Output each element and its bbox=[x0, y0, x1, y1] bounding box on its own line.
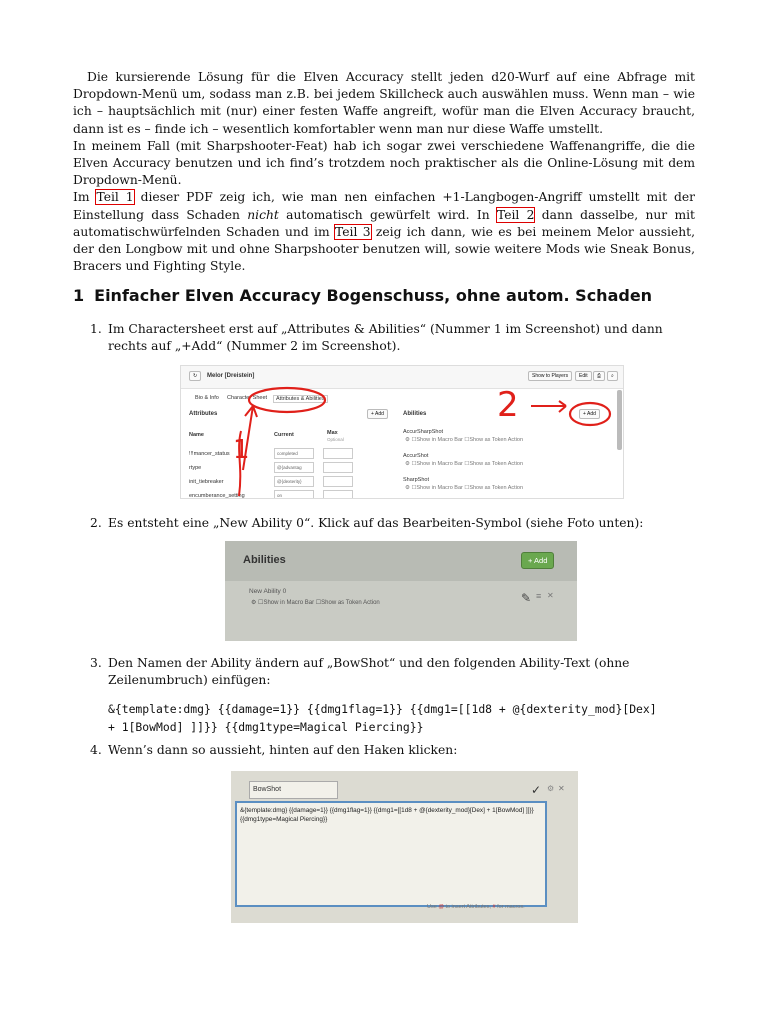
link-teil-3[interactable]: Teil 3 bbox=[334, 224, 371, 239]
column-name: Name bbox=[189, 432, 204, 438]
window-title: Melor [Dreistein] bbox=[207, 373, 255, 379]
tab-attributes-abilities[interactable]: Attributes & Abilities bbox=[273, 395, 328, 403]
step-2-text: Es entsteht eine „New Ability 0“. Klick auf das Bearbeiten-Symbol (siehe Foto unten): bbox=[108, 516, 644, 530]
drag-handle-icon[interactable]: ≡ bbox=[536, 591, 542, 601]
ability-text-area[interactable]: &{template:dmg} {{damage=1}} {{dmg1flag=1}} {{dmg1=[[1d8 + @{dexterity_mod}[Dex] + 1[BowMod] ]]}} {{dmg1type=Magical Piercing}} bbox=[235, 801, 547, 907]
abilities-heading: Abilities bbox=[403, 411, 427, 417]
attr-row-current[interactable]: @{dexterity} bbox=[274, 476, 314, 487]
tab-character-sheet[interactable]: Character Sheet bbox=[227, 395, 268, 401]
section-heading bbox=[73, 286, 652, 305]
screenshot-new-ability bbox=[225, 541, 577, 641]
annotation-number-1: 1 bbox=[233, 435, 250, 465]
ability-name: SharpShot bbox=[403, 477, 429, 483]
hash-icon: # bbox=[492, 904, 496, 910]
attr-row-name: rtype bbox=[189, 465, 202, 471]
attr-row-current[interactable]: completed bbox=[274, 448, 314, 459]
link-teil-1[interactable]: Teil 1 bbox=[96, 190, 134, 205]
annotation-circle-1 bbox=[249, 388, 325, 412]
search-icon[interactable]: ⌕ bbox=[607, 371, 618, 381]
refresh-icon[interactable]: ↻ bbox=[189, 371, 201, 381]
ability-options: ⚙ ☐Show in Macro Bar ☐Show as Token Action bbox=[251, 600, 380, 606]
column-optional: Optional bbox=[327, 437, 344, 442]
intro-paragraph-1: Die kursierende Lösung für die Elven Accuracy stellt jeden d20-Wurf auf eine Abfrage mit Dropdown-Menü um, sodass man z.B. bei jedem Skillcheck auch auswählen muss. Wenn man – wie ich – hauptsächlich mit (nur) einer festen Waffe angreift, wofür man die Elven Accuracy braucht, dann ist es – finde ich – wesentlich komfortabler wenn man nur diese Waffe umstellt. bbox=[73, 70, 695, 136]
ability-name-input[interactable]: BowShot bbox=[249, 781, 338, 799]
add-button[interactable]: + Add bbox=[521, 552, 554, 569]
section-title: Einfacher Elven Accuracy Bogenschuss, ohne autom. Schaden bbox=[94, 286, 653, 305]
annotation-circle-2 bbox=[570, 403, 610, 425]
ability-name: AccurShot bbox=[403, 453, 429, 459]
gear-icon[interactable]: ⚙ bbox=[251, 600, 257, 606]
print-icon[interactable]: ⎙ bbox=[593, 371, 605, 381]
code-line-2: + 1[BowMod] ]]}} {{dmg1type=Magical Piercing}} bbox=[108, 720, 424, 734]
delete-icon[interactable]: ✕ bbox=[558, 784, 565, 793]
attributes-add-button[interactable]: + Add bbox=[367, 409, 388, 419]
edit-icon[interactable]: ✎ bbox=[521, 591, 532, 605]
attr-row-name: init_tiebreaker bbox=[189, 479, 224, 485]
attr-row-name: encumberance_setting bbox=[189, 493, 245, 499]
attr-row-name: !!!mancer_status bbox=[189, 451, 230, 457]
ability-options: ⚙ ☐Show in Macro Bar ☐Show as Token Action bbox=[405, 437, 524, 443]
step-3-text: Den Namen der Ability ändern auf „BowShot“ und den folgenden Ability-Text (ohne Zeilenumbruch) einfügen: bbox=[108, 656, 630, 688]
intro-text bbox=[73, 69, 695, 275]
ability-name: New Ability 0 bbox=[249, 588, 287, 595]
attr-row-current[interactable]: on bbox=[274, 490, 314, 499]
screenshot-bowshot-editor bbox=[231, 771, 578, 923]
ability-options: ⚙ ☐Show in Macro Bar ☐Show as Token Action bbox=[405, 461, 524, 467]
intro-paragraph-2: In meinem Fall (mit Sharpshooter-Feat) hab ich sogar zwei verschiedene Waffenangriffe, die die Elven Accuracy benutzen und ich find’s trotzdem noch praktischer als die Online-Lösung mit dem Dropdown-Menü. bbox=[73, 138, 695, 188]
ability-name: AccurSharpShot bbox=[403, 429, 444, 435]
annotation-number-2: 2 bbox=[497, 385, 519, 425]
red-annotations bbox=[181, 366, 623, 498]
column-current: Current bbox=[274, 432, 294, 438]
edit-button[interactable]: Edit bbox=[575, 371, 592, 381]
step-4-text: Wenn’s dann so aussieht, hinten auf den Haken klicken: bbox=[108, 743, 458, 757]
section-number: 1 bbox=[73, 286, 85, 305]
abilities-add-button[interactable]: + Add bbox=[579, 409, 600, 419]
delete-icon[interactable]: ✕ bbox=[547, 591, 554, 600]
at-icon: @ bbox=[438, 904, 444, 910]
annotation-arrow-2 bbox=[531, 401, 566, 412]
column-max: Max bbox=[327, 430, 338, 436]
checkmark-icon[interactable]: ✓ bbox=[531, 783, 542, 797]
tab-bio-info[interactable]: Bio & Info bbox=[195, 395, 219, 401]
attr-row-current[interactable]: @{advantag bbox=[274, 462, 314, 473]
intro-paragraph-3: Im Teil 1 dieser PDF zeig ich, wie man nen einfachen +1-Langbogen-Angriff umstellt mit der Einstellung dass Schaden nicht automatisch gewürfelt wird. In Teil 2 dann dasselbe, nur mit automatischwürfelnden Schaden und im Teil 3 zeig ich dann, wie es bei meinem Melor aussieht, der den Longbow mit und ohne Sharpshooter benutzen will, sowie weitere Mods wie Sneak Bonus, Bracers und Fighting Style. bbox=[73, 190, 695, 274]
editor-hint: Use @ to insert Attributes, # for macros. bbox=[427, 904, 525, 910]
step-2: 2. Es entsteht eine „New Ability 0“. Klick auf das Bearbeiten-Symbol (siehe Foto unten): bbox=[90, 515, 695, 532]
screenshot-attributes-abilities bbox=[180, 365, 624, 499]
show-to-players-button[interactable]: Show to Players bbox=[528, 371, 572, 381]
link-teil-2[interactable]: Teil 2 bbox=[496, 207, 535, 222]
step-3: 3. Den Namen der Ability ändern auf „BowShot“ und den folgenden Ability-Text (ohne Zeilenumbruch) einfügen: bbox=[90, 655, 695, 689]
step-1-text: Im Charactersheet erst auf „Attributes & Abilities“ (Nummer 1 im Screenshot) und dann rechts auf „+Add“ (Nummer 2 im Screenshot). bbox=[108, 322, 663, 354]
step-1: 1. Im Charactersheet erst auf „Attributes & Abilities“ (Nummer 1 im Screenshot) und dann rechts auf „+Add“ (Nummer 2 im Screenshot). bbox=[90, 321, 695, 355]
ability-code bbox=[108, 700, 708, 736]
ability-options: ⚙ ☐Show in Macro Bar ☐Show as Token Action bbox=[405, 485, 524, 491]
step-4: 4. Wenn’s dann so aussieht, hinten auf den Haken klicken: bbox=[90, 742, 695, 759]
gear-icon[interactable]: ⚙ bbox=[547, 784, 555, 793]
attributes-heading: Attributes bbox=[189, 411, 218, 417]
code-line-1: &{template:dmg} {{damage=1}} {{dmg1flag=1}} {{dmg1=[[1d8 + @{dexterity_mod}[Dex] bbox=[108, 702, 657, 716]
abilities-heading: Abilities bbox=[243, 554, 286, 566]
